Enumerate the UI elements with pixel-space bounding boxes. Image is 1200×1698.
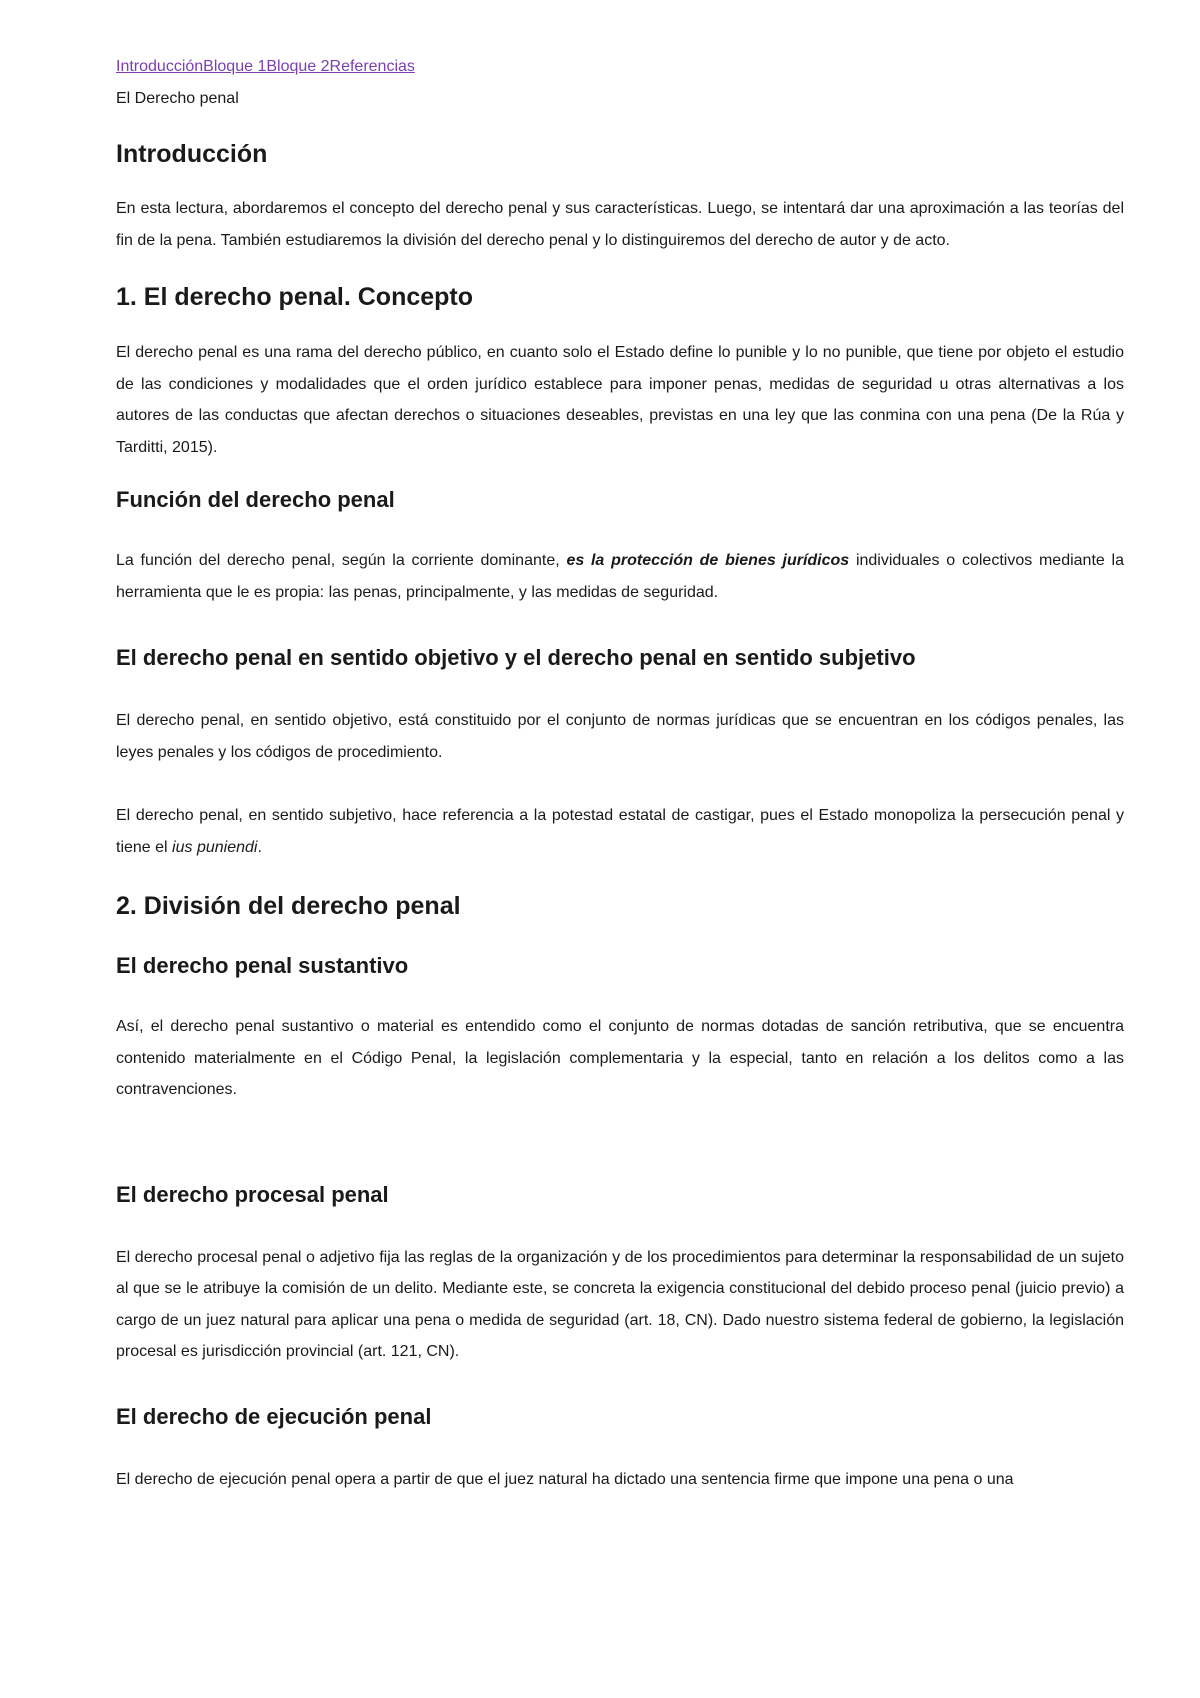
funcion-text-after: individuales o colectivos mediante la herramienta que le es propia: las penas, principalmente, y las medidas de seguridad. xyxy=(116,552,1124,601)
ius-puniendi: ius puniendi xyxy=(172,838,258,856)
nav-link-introduccion[interactable]: Introducción xyxy=(116,58,204,75)
procesal-paragraph: El derecho procesal penal o adjetivo fija las reglas de la organización y de los procedimientos para determinar la responsabilidad de un sujeto al que se le atribuye la comisión de un delito. Mediante este, se concreta la exigencia constitucional del debido proceso penal (juicio previo) a cargo de un juez natural para aplicar una pena o medida de seguridad (art. 18, CN). Dado nuestro sistema federal de gobierno, la legislación procesal es jurisdicción provincial (art. 121, CN). xyxy=(116,1248,1124,1360)
funcion-emphasis: es la protección de bienes jurídicos xyxy=(566,552,850,569)
section-nav xyxy=(116,54,1124,80)
nav-link-referencias[interactable]: Referencias xyxy=(329,58,415,75)
sentido-text-before: El derecho penal, en sentido subjetivo, hace referencia a la potestad estatal de castigar, pues el Estado monopoliza la persecución penal y tiene el xyxy=(116,807,1124,856)
section-2-heading: 2. División del derecho penal xyxy=(116,892,461,920)
section-1-heading: 1. El derecho penal. Concepto xyxy=(116,283,474,311)
intro-heading: Introducción xyxy=(116,140,268,168)
sentido-paragraph-1: El derecho penal, en sentido objetivo, está constituido por el conjunto de normas jurídicas que se encuentran en los códigos penales, las leyes penales y los códigos de procedimiento. xyxy=(116,712,1124,761)
sustantivo-heading: El derecho penal sustantivo xyxy=(116,953,409,978)
procesal-heading: El derecho procesal penal xyxy=(116,1181,389,1207)
sentido-heading: El derecho penal en sentido objetivo y el derecho penal en sentido subjetivo xyxy=(116,645,916,670)
intro-paragraph: En esta lectura, abordaremos el concepto del derecho penal y sus características. Luego, se intentará dar una aproximación a las teorías del fin de la pena. También estudiaremos la división del derecho penal y lo distinguiremos del derecho de autor y de acto. xyxy=(116,200,1124,249)
funcion-heading: Función del derecho penal xyxy=(116,487,395,512)
section-1-paragraph: El derecho penal es una rama del derecho público, en cuanto solo el Estado define lo punible y lo no punible, que tiene por objeto el estudio de las condiciones y modalidades que el orden jurídico establece para imponer penas, medidas de seguridad u otras alternativas a los autores de las conductas que afectan derechos o situaciones deseables, previstas en una ley que las conmina con una pena (De la Rúa y Tarditti, 2015). xyxy=(116,344,1124,456)
document-page xyxy=(116,54,1124,1495)
funcion-text-before: La función del derecho penal, según la corriente dominante, xyxy=(116,552,567,569)
ejecucion-heading: El derecho de ejecución penal xyxy=(116,1403,432,1429)
nav-link-bloque-2[interactable]: Bloque 2 xyxy=(266,58,330,75)
sentido-text-after: . xyxy=(257,838,262,856)
sentido-paragraph-2 xyxy=(116,800,1124,863)
ejecucion-paragraph: El derecho de ejecución penal opera a partir de que el juez natural ha dictado una sentencia firme que impone una pena o una xyxy=(116,1470,1014,1488)
sustantivo-paragraph: Así, el derecho penal sustantivo o material es entendido como el conjunto de normas dotadas de sanción retributiva, que se encuentra contenido materialmente en el Código Penal, la legislación complementaria y la especial, tanto en relación a los delitos como a las contravenciones. xyxy=(116,1018,1124,1098)
document-title: El Derecho penal xyxy=(116,90,239,107)
funcion-paragraph xyxy=(116,545,1124,608)
nav-link-bloque-1[interactable]: Bloque 1 xyxy=(203,58,267,75)
